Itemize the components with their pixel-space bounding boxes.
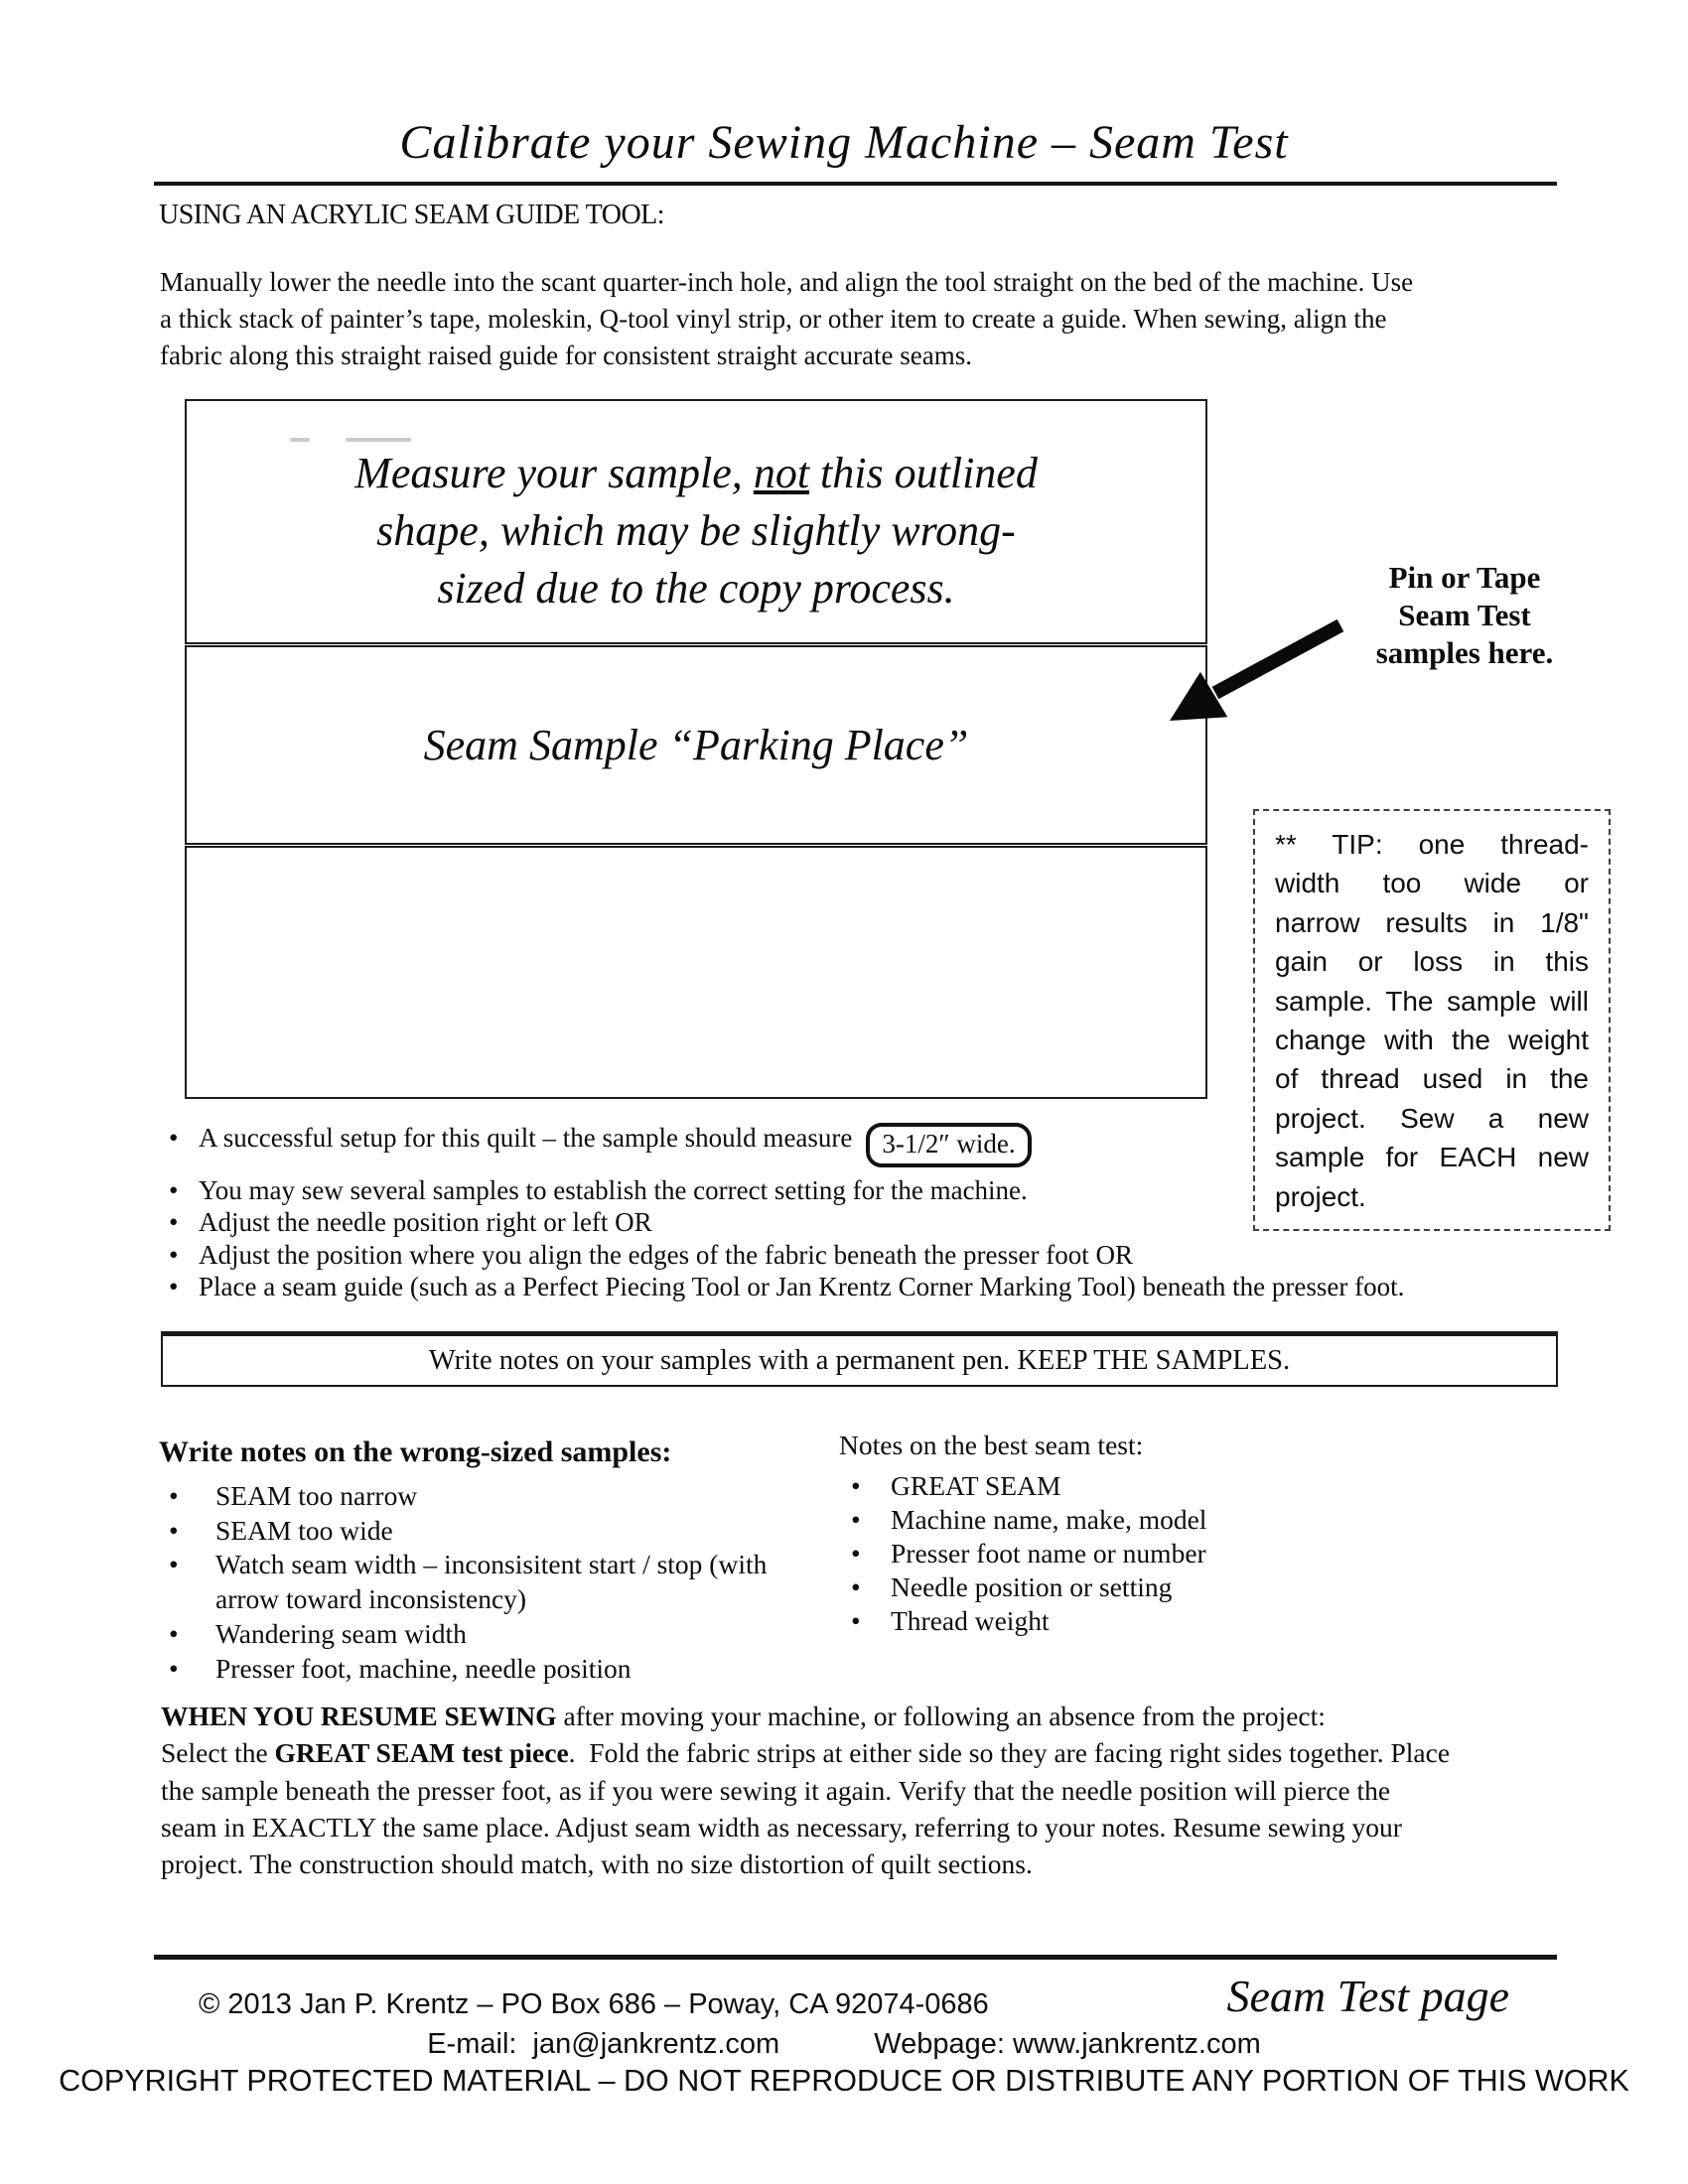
resume-text: . Fold the fabric strips at either side so they are facing right sides together. Place [568,1737,1451,1769]
list-item: • You may sew several samples to establish the correct setting for the machine. [159,1174,1628,1207]
wrong-samples-section [159,1435,834,1686]
notice-text: Write notes on your samples with a permanent pen. KEEP THE SAMPLES. [428,1344,1291,1376]
setup-bullet-list [159,1122,1628,1303]
list-item: • Needle position or setting [839,1570,1316,1604]
resume-text: the sample beneath the presser foot, as if you were sewing it again. Verify that the needle position will pierce the [161,1774,1391,1806]
tip-line: sample. The sample will [1275,985,1589,1017]
measure-note-text [187,401,1205,617]
list-item: • GREAT SEAM [839,1469,1316,1503]
list-item: • Watch seam width – inconsisitent start / stop (with arrow toward inconsistency) [159,1548,834,1616]
resume-text: Select the [161,1737,275,1769]
resume-bold: GREAT SEAM test piece [274,1737,569,1769]
list-item: • Presser foot, machine, needle position [159,1652,834,1687]
list-item: • Place a seam guide (such as a Perfect Piecing Tool or Jan Krentz Corner Marking Tool) beneath the presser foot. [159,1271,1628,1303]
parking-place-box [185,645,1207,845]
list-item [159,1122,1628,1167]
measure-note-segment: shape, which may be slightly wrong- [376,506,1016,555]
footer-page-label: Seam Test page [1226,1971,1509,2021]
footer-divider [154,1955,1557,1960]
wrong-samples-heading: Write notes on the wrong-sized samples: [159,1435,672,1468]
footer-contact [0,2028,1688,2061]
best-samples-section [839,1430,1316,1638]
tip-line: project. [1275,1180,1366,1212]
best-samples-list [839,1469,1316,1638]
notice-box [161,1331,1558,1387]
best-samples-heading: Notes on the best seam test: [839,1430,1144,1460]
pin-note-line: Seam Test [1398,598,1531,632]
list-item: • SEAM too narrow [159,1479,834,1514]
list-item: • Machine name, make, model [839,1503,1316,1537]
tip-line: width too wide or [1275,868,1589,899]
resume-text: seam in EXACTLY the same place. Adjust seam width as necessary, referring to your notes. Resume sewing your [161,1811,1402,1843]
footer-copyright-notice: COPYRIGHT PROTECTED MATERIAL – DO NOT REPRODUCE OR DISTRIBUTE ANY PORTION OF THIS WORK [59,2064,1629,2098]
footer-copyright: © 2013 Jan P. Krentz – PO Box 686 – Poway, CA 92074-0686 [199,1988,989,2020]
measure-note-segment: Measure your sample, [354,449,754,497]
resume-bold: WHEN YOU RESUME SEWING [161,1701,557,1731]
empty-sample-box [185,846,1207,1099]
pin-note [1321,559,1609,672]
pin-note-line: samples here. [1375,635,1554,670]
scan-artifact [290,438,310,442]
measure-note-segment: this outlined [809,449,1038,497]
tip-line: ** TIP: one thread- [1275,829,1589,860]
resume-text: project. The construction should match, with no size distortion of quilt sections. [161,1848,1033,1880]
tip-line: gain or loss in this [1275,946,1589,978]
scan-artifact [346,438,411,442]
setup-item-text: A successful setup for this quilt – the sample should measure [199,1123,853,1153]
list-item: • SEAM too wide [159,1514,834,1549]
tip-line: project. Sew a new [1275,1102,1589,1134]
arrow-icon [1154,608,1352,732]
measure-target-chip: 3-1/2″ wide. [866,1123,1031,1167]
title-divider [154,182,1557,186]
parking-place-label: Seam Sample “Parking Place” [423,721,969,769]
list-item: • Adjust the position where you align the edges of the fabric beneath the presser foot OR [159,1239,1628,1272]
wrong-samples-list [159,1479,834,1686]
list-item: • Wandering seam width [159,1617,834,1652]
footer-webpage: Webpage: www.jankrentz.com [874,2028,1261,2060]
tip-line: narrow results in 1/8" [1275,906,1589,938]
intro-line: a thick stack of painter’s tape, moleskin, Q-tool vinyl strip, or other item to create a guide. When sewing, align the [160,304,1387,334]
list-item: • Adjust the needle position right or left OR [159,1206,1628,1239]
intro-paragraph [160,264,1600,374]
tip-line: of thread used in the [1275,1063,1589,1095]
intro-line: Manually lower the needle into the scant quarter-inch hole, and align the tool straight on the bed of the machine. Use [160,267,1414,297]
measure-note-box [185,399,1207,644]
measure-note-emphasis: not [753,449,810,497]
intro-line: fabric along this straight raised guide for consistent straight accurate seams. [160,341,972,370]
resume-paragraph [161,1698,1650,1882]
list-item: • Presser foot name or number [839,1537,1316,1570]
resume-text: after moving your machine, or following an absence from the project: [556,1701,1326,1731]
tip-line: sample for EACH new [1275,1142,1589,1173]
page-title: Calibrate your Sewing Machine – Seam Test [399,116,1289,170]
list-item: • Thread weight [839,1604,1316,1638]
measure-note-segment: sized due to the copy process. [437,564,955,613]
pin-note-line: Pin or Tape [1388,560,1541,595]
tip-line: change with the weight [1275,1024,1589,1056]
section-heading: USING AN ACRYLIC SEAM GUIDE TOOL: [159,200,665,230]
footer-email: E-mail: jan@jankrentz.com [427,2028,780,2060]
